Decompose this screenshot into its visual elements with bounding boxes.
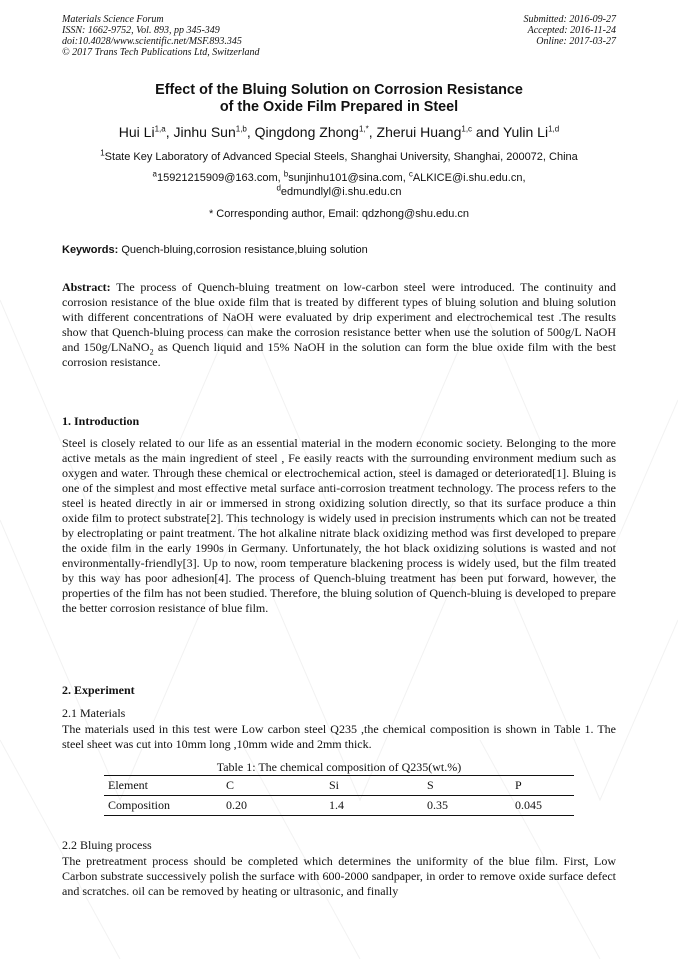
table-header-cell: P: [511, 776, 574, 796]
corresponding-author: * Corresponding author, Email: qdzhong@shu.edu.cn: [208, 208, 470, 220]
table-header-row: [104, 776, 574, 796]
author: Yulin Li$^{1,d}$: [502, 124, 560, 140]
section-1-text: Steel is closely related to our life as an essential material in the modern economic society. Belonging to the more active metals as the main ingredient of steel , Fe easily reacts with the surrounding environment medium such as oxygen and water. Through these chemical or electrochemical action, steel is damaged or deteriorated[1]. Bluing is one of the simplest and most effective metal surface anti-corrosion treatment technology. The process refers to the steel is heated directly in air or immersed in strong oxidizing solution directly, so that its surface produce a thin oxide film to protect substrate[2]. This technology is widely used in precision instruments which can not be treated by electroplating or paint treatment. The hot alkaline nitrate black oxidizing method was first developed to prepare the oxide film in the early 1990s in Germany. Unfortunately, the hot black oxidizing solutions is wasted and not environmentally-friendly[3]. Up to now, room temperature blackening process is widely used, but the film treated by this way has poor adhesion[4]. The process of Quench-bluing treatment has been put forward, however, the properties of the film has not been studied. Therefore, the bluing solution of Quench-bluing is developed to prepare the better corrosion resistance of blue film.: [62, 436, 616, 615]
abstract: Abstract: The process of Quench-bluing treatment on low-carbon steel were introduced. The continuity and corrosion resistance of the blue oxide film that is treated by different types of bluing solution and bluing solution with different concentrations of NaOH were evaluated by drip experiment and electrochemical test .The results show that Quench-bluing process can make the corrosion resistance better when use the solution of 500g/L NaOH and 150g/LNaNO$_2$ as Quench liquid and 15% NaOH in the solution can form the blue oxide film with the best corrosion resistance.: [62, 280, 616, 369]
table-header-cell: S: [423, 776, 511, 796]
author: Jinhu Sun$^{1,b}$,: [173, 124, 255, 140]
keywords: [62, 244, 368, 256]
author-emails: $^a$15921215909@163.com, $^b$sunjinhu101@sina.com, $^c$ALKICE@i.shu.edu.cn, $^d$edmundlyl@i.shu.edu.cn: [152, 169, 526, 198]
date-submitted: Submitted: 2016-09-27: [523, 14, 616, 25]
table-header-cell: C: [222, 776, 325, 796]
journal-copyright: © 2017 Trans Tech Publications Ltd, Switzerland: [62, 47, 260, 58]
email-c: ALKICE@i.shu.edu.cn,: [412, 172, 526, 184]
author: Hui Li$^{1,a}$,: [118, 124, 174, 140]
title-line-1: Effect of the Bluing Solution on Corrosion Resistance: [155, 82, 523, 98]
journal-doi: doi:10.4028/www.scientific.net/MSF.893.345: [62, 36, 242, 47]
email-b: sunjinhu101@sina.com,: [288, 172, 406, 184]
date-accepted: Accepted: 2016-11-24: [527, 25, 616, 36]
author: Zherui Huang$^{1,c}$ and: [376, 124, 503, 140]
section-2-2-text: The pretreatment process should be completed which determines the uniformity of the blue film. First, Low Carbon substrate successively polish the surface with 600-2000 sandpaper, in order to remove oxide surface defect and scratches. oil can be removed by heating or ultrasonic, and finally: [62, 854, 616, 898]
table-header-cell: Element: [104, 776, 222, 796]
date-online: Online: 2017-03-27: [536, 36, 616, 47]
keywords-text: Quench-bluing,corrosion resistance,bluing solution: [121, 244, 368, 256]
section-2-1-heading: 2.1 Materials: [62, 706, 126, 720]
email-a: 15921215909@163.com,: [156, 172, 281, 184]
journal-name: Materials Science Forum: [62, 14, 164, 25]
table-cell: Composition: [104, 796, 222, 816]
email-d: edmundlyl@i.shu.edu.cn: [280, 186, 402, 198]
table-cell: 0.35: [423, 796, 511, 816]
section-1-heading: 1. Introduction: [62, 414, 140, 428]
abstract-label: Abstract:: [62, 280, 111, 294]
table-cell: 1.4: [325, 796, 423, 816]
keywords-label: Keywords:: [62, 244, 119, 256]
section-2-1-text: The materials used in this test were Low carbon steel Q235 ,the chemical composition is shown in Table 1. The steel sheet was cut into 10mm long ,10mm wide and 2mm thick.: [62, 722, 616, 751]
author: Qingdong Zhong$^{1,*}$,: [254, 124, 377, 140]
table-cell: 0.045: [511, 796, 574, 816]
journal-info: [62, 14, 260, 58]
section-2-heading: 2. Experiment: [62, 683, 135, 697]
table-row: [104, 796, 574, 816]
table-1: [104, 775, 574, 816]
author-list: [62, 124, 616, 140]
table-cell: 0.20: [222, 796, 325, 816]
section-2-2-heading: 2.2 Bluing process: [62, 838, 152, 852]
publication-dates: [524, 14, 617, 47]
paper-title: [62, 82, 616, 116]
affiliation: $^1$State Key Laboratory of Advanced Special Steels, Shanghai University, Shanghai, 200072, China: [100, 148, 578, 163]
table-1-caption: Table 1: The chemical composition of Q235(wt.%): [216, 760, 462, 774]
title-line-2: of the Oxide Film Prepared in Steel: [219, 99, 459, 115]
table-header-cell: Si: [325, 776, 423, 796]
journal-issn: ISSN: 1662-9752, Vol. 893, pp 345-349: [62, 25, 220, 36]
